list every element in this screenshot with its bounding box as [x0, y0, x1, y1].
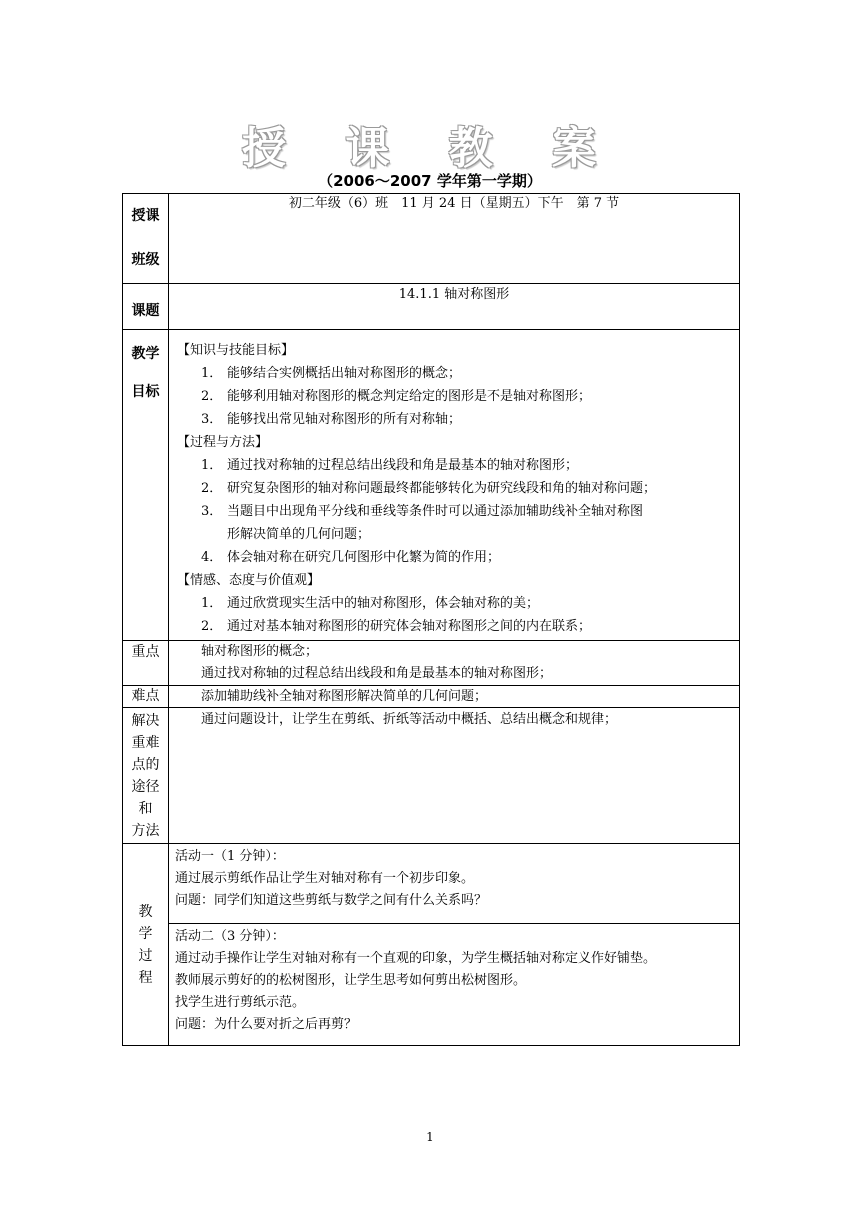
topic-label — [123, 284, 169, 330]
topic-value-cell — [169, 284, 740, 330]
goal-item — [169, 477, 739, 500]
activity-one — [169, 844, 740, 924]
key-point-line: 轴对称图形的概念； — [201, 644, 319, 659]
activity-line: 问题：同学们知道这些剪纸与数学之间有什么关系吗？ — [175, 893, 488, 908]
key-points-row — [123, 641, 740, 686]
approach-label-line: 解决 — [131, 713, 160, 729]
difficulties-label-text: 难点 — [131, 688, 160, 704]
page-number: 1 — [426, 1130, 434, 1144]
difficulties-content — [169, 686, 740, 708]
key-point-line: 通过找对称轴的过程总结出线段和角是最基本的轴对称图形； — [201, 666, 553, 681]
goal-item — [169, 408, 739, 431]
topic-row — [123, 284, 740, 330]
goal-item — [169, 362, 739, 385]
difficulties-value: 添加辅助线补全轴对称图形解决简单的几何问题； — [201, 689, 488, 704]
goal-item-text: 能够利用轴对称图形的概念判定给定的图形是不是轴对称图形； — [227, 389, 592, 404]
goal-item — [169, 546, 739, 569]
difficulties-label — [123, 686, 169, 708]
goal-item — [169, 615, 739, 638]
goal-item — [169, 385, 739, 408]
activity-line: 活动二（3 分钟）： — [175, 929, 285, 944]
goal-item-num: 2． — [201, 389, 223, 404]
goal-item — [169, 592, 739, 615]
goal-section-heading: 【情感、态度与价值观】 — [177, 573, 321, 588]
process-label — [123, 844, 169, 1046]
approach-value: 通过问题设计，让学生在剪纸、折纸等活动中概括、总结出概念和规律； — [201, 712, 618, 727]
goal-item-text: 当题目中出现角平分线和垂线等条件时可以通过添加辅助线补全轴对称图 — [227, 504, 644, 519]
goal-item-num: 4． — [201, 550, 223, 565]
activity-line: 通过动手操作让学生对轴对称有一个直观的印象，为学生概括轴对称定义作好铺垫。 — [175, 951, 657, 966]
document-title: 授 课 教 案 — [242, 123, 618, 174]
process-label-line: 程 — [138, 969, 153, 986]
goal-item-num: 3． — [201, 412, 223, 427]
goals-content — [169, 330, 740, 641]
approach-label-line: 方法 — [131, 823, 160, 839]
goal-item-text: 通过欣赏现实生活中的轴对称图形，体会轴对称的美； — [227, 596, 540, 611]
goals-label-bottom: 目标 — [131, 384, 160, 400]
goal-item-num: 2． — [201, 619, 223, 634]
process-activity-row — [123, 924, 740, 1046]
approach-row — [123, 708, 740, 844]
topic-value: 14.1.1 轴对称图形 — [398, 287, 510, 302]
goal-item-text: 体会轴对称在研究几何图形中化繁为简的作用； — [227, 550, 501, 565]
activity-two — [169, 924, 740, 1046]
goal-item-num: 1． — [201, 596, 223, 611]
goal-item-text: 研究复杂图形的轴对称问题最终都能够转化为研究线段和角的轴对称问题； — [227, 481, 657, 496]
goal-item-num: 1． — [201, 458, 223, 473]
goals-label-top: 教学 — [131, 346, 160, 362]
goal-item-num: 2． — [201, 481, 223, 496]
class-value-cell — [169, 194, 740, 284]
key-points-content — [169, 641, 740, 686]
class-value: 初二年级（6）班 11 月 24 日（星期五）下午 第 7 节 — [288, 196, 620, 211]
activity-line: 教师展示剪好的的松树图形，让学生思考如何剪出松树图形。 — [175, 973, 527, 988]
key-points-label — [123, 641, 169, 686]
approach-label-line: 点的 — [131, 757, 160, 773]
goal-item — [169, 500, 739, 523]
goal-item-num: 3． — [201, 504, 223, 519]
topic-label-text: 课题 — [131, 303, 160, 319]
process-label-line: 过 — [138, 947, 153, 964]
goal-item-continuation: 形解决简单的几何问题； — [227, 527, 371, 542]
activity-line: 通过展示剪纸作品让学生对轴对称有一个初步印象。 — [175, 871, 475, 886]
term-subtitle: （2006～2007 学年第一学期） — [318, 172, 542, 190]
goal-item-text: 能够结合实例概括出轴对称图形的概念； — [227, 366, 462, 381]
goal-section-heading: 【知识与技能目标】 — [177, 343, 295, 358]
class-row — [123, 194, 740, 284]
lesson-plan-table — [122, 193, 740, 1046]
class-label — [123, 194, 169, 284]
goals-label — [123, 330, 169, 641]
goal-item-text: 通过对基本轴对称图形的研究体会轴对称图形之间的内在联系； — [227, 619, 592, 634]
process-label-line: 学 — [138, 925, 153, 942]
process-label-line: 教 — [138, 903, 153, 920]
activity-line: 找学生进行剪纸示范。 — [175, 995, 306, 1010]
goal-item-num: 1． — [201, 366, 223, 381]
goal-section-heading: 【过程与方法】 — [177, 435, 269, 450]
approach-label-line: 和 — [138, 801, 153, 817]
activity-line: 问题：为什么要对折之后再剪？ — [175, 1017, 358, 1032]
goal-item-text: 能够找出常见轴对称图形的所有对称轴； — [227, 412, 462, 427]
goal-item-text: 通过找对称轴的过程总结出线段和角是最基本的轴对称图形； — [227, 458, 579, 473]
approach-label-line: 途径 — [131, 779, 160, 795]
difficulties-row — [123, 686, 740, 708]
approach-label-line: 重难 — [131, 735, 160, 751]
key-points-label-text: 重点 — [131, 644, 160, 660]
process-activity-row — [123, 844, 740, 924]
approach-label — [123, 708, 169, 844]
class-label-bottom: 班级 — [131, 252, 160, 268]
goals-row — [123, 330, 740, 641]
approach-content — [169, 708, 740, 844]
goal-item — [169, 454, 739, 477]
activity-line: 活动一（1 分钟）： — [175, 849, 285, 864]
class-label-top: 授课 — [131, 208, 160, 224]
